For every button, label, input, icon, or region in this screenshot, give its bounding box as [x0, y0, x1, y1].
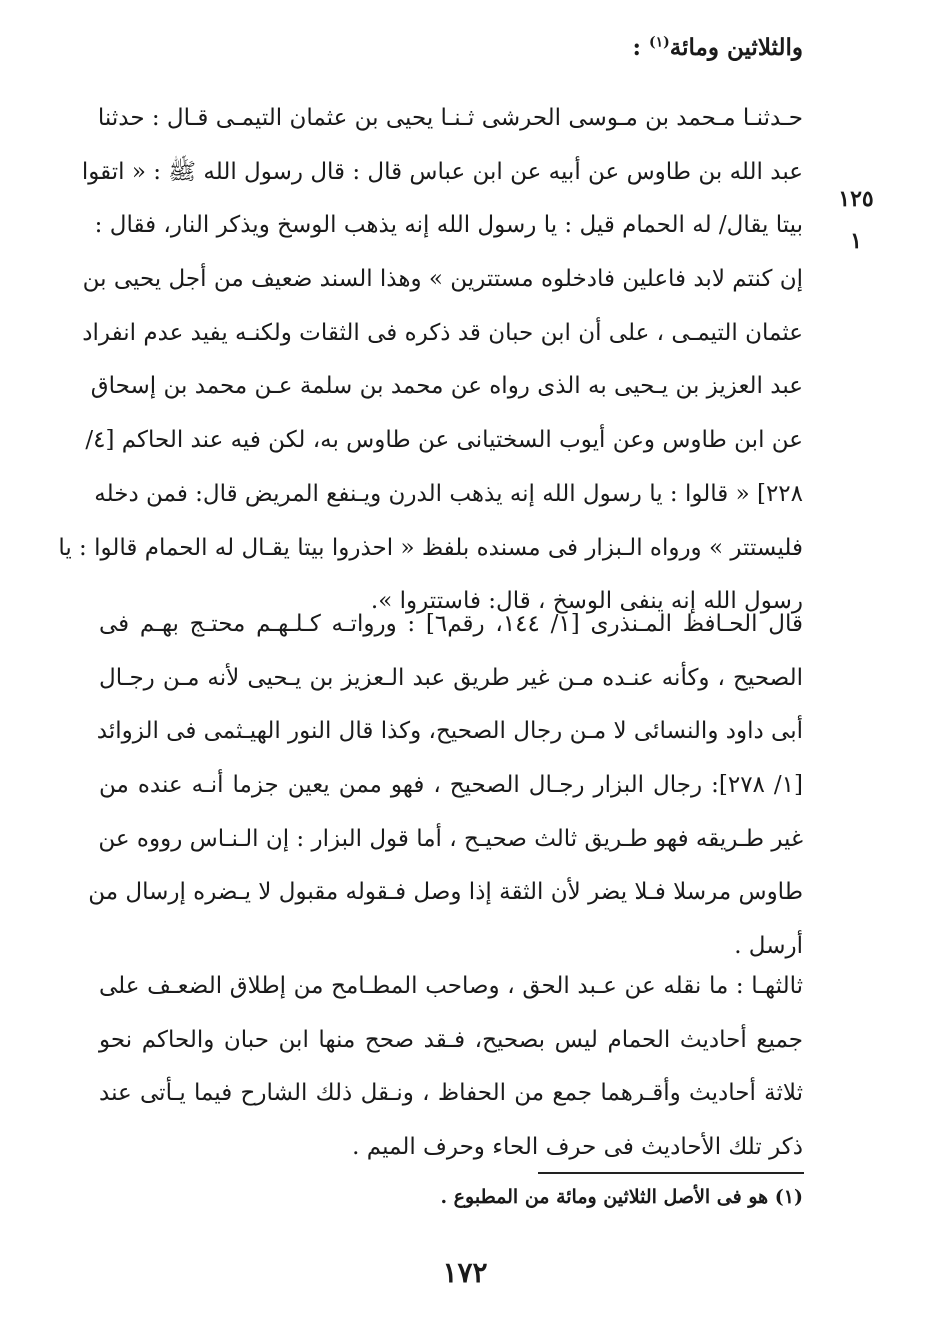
text-line: رسول الله إنه ينفى الوسخ ، قال: فاستتروا ».	[370, 588, 803, 615]
text-line: فليستتر » ورواه الـبزار فى مسنده بلفظ « احذروا بيتا يقـال له الحمام قالوا : يا	[58, 534, 803, 561]
paragraph-2	[88, 598, 804, 974]
footnote: (١) هو فى الأصل الثلاثين ومائة من المطبوع .	[440, 1186, 803, 1208]
heading-trailing: :	[632, 34, 650, 61]
text-line: الصحيح ، وكأنه عنـده مـن غير طريق عبد الـعزيز بن يـحيى لأنه مـن رجـال	[99, 664, 803, 691]
text-line: ثلاثة أحاديث وأقـرهما جمع من الحفاظ ، ونـقل ذلك الشارح فيما يـأتى عند	[99, 1080, 803, 1107]
paragraph-1	[58, 92, 803, 629]
text-line: حـدثنـا مـحمد بن مـوسى الحرشى ثـنـا يحيى بن عثمان التيمـى قـال : حدثنا	[97, 105, 803, 131]
margin-reference	[826, 178, 886, 262]
text-line: [١/ ٢٧٨]: رجال البزار رجـال الصحيح ، فهو ممن يعين جزما أنـه عنده من	[99, 772, 804, 799]
text-line: عبد الله بن طاوس عن أبيه عن ابن عباس قال : قال رسول الله ﷺ : « اتقوا	[81, 158, 803, 185]
text-line: ذكر تلك الأحاديث فى حرف الحاء وحرف الميم .	[352, 1134, 803, 1161]
text-line: أرسل .	[734, 933, 803, 960]
margin-reference-volume: ١٢٥	[838, 186, 874, 212]
text-line: جميع أحاديث الحمام ليس بصحيح، فـقد صحح منها ابن حبان والحاكم نحو	[99, 1026, 803, 1053]
text-line: ثالثهـا : ما نقله عن عـبد الحق ، وصاحب المطـامح من إطلاق الضعـف على	[99, 973, 803, 999]
text-line: بيتا يقال/ له الحمام قيل : يا رسول الله إنه يذهب الوسخ ويذكر النار، فقال :	[94, 212, 803, 239]
text-line: أبى داود والنسائى لا مـن رجال الصحيح، وكذا قال النور الهيـثمى فى الزوائد	[96, 718, 803, 745]
text-line: إن كنتم لابد فاعلين فادخلوه مستترين » وهذا السند ضعيف من أجل يحيى بن	[82, 266, 803, 293]
page-number: ١٧٢	[442, 1256, 488, 1289]
text-line: غير طـريقه فهو طـريق ثالث صحيـح ، أما قول البزار : إن الـنـاس رووه عن	[98, 825, 803, 852]
text-line: عن ابن طاوس وعن أيوب السختيانى عن طاوس به، لكن فيه عند الحاكم [٤/	[85, 427, 803, 454]
section-heading	[633, 34, 803, 61]
heading-text: والثلاثين ومائة	[669, 34, 803, 61]
margin-reference-page: ١	[850, 228, 862, 254]
text-line: ٢٢٨] « قالوا : يا رسول الله إنه يذهب الدرن ويـنفع المريض قال: فمن دخله	[94, 480, 803, 507]
text-line: قال الحـافظ المـنذرى [١/ ١٤٤، رقم٦] : ورواتـه كـلـهـم محتـج بهـم فى	[99, 611, 803, 637]
text-line: عثمان التيمـى ، على أن ابن حبان قد ذكره فى الثقات ولكنـه يفيد عدم انفراد	[82, 319, 803, 346]
footnote-divider	[538, 1172, 804, 1174]
footnote-marker: (١)	[649, 34, 670, 51]
paragraph-3	[99, 960, 803, 1175]
text-line: طاوس مرسلا فـلا يضر لأن الثقة إذا وصل فـقوله مقبول لا يـضره إرسال من	[88, 879, 803, 906]
text-line: عبد العزيز بن يـحيى به الذى رواه عن محمد بن سلمة عـن محمد بن إسحاق	[90, 373, 803, 400]
